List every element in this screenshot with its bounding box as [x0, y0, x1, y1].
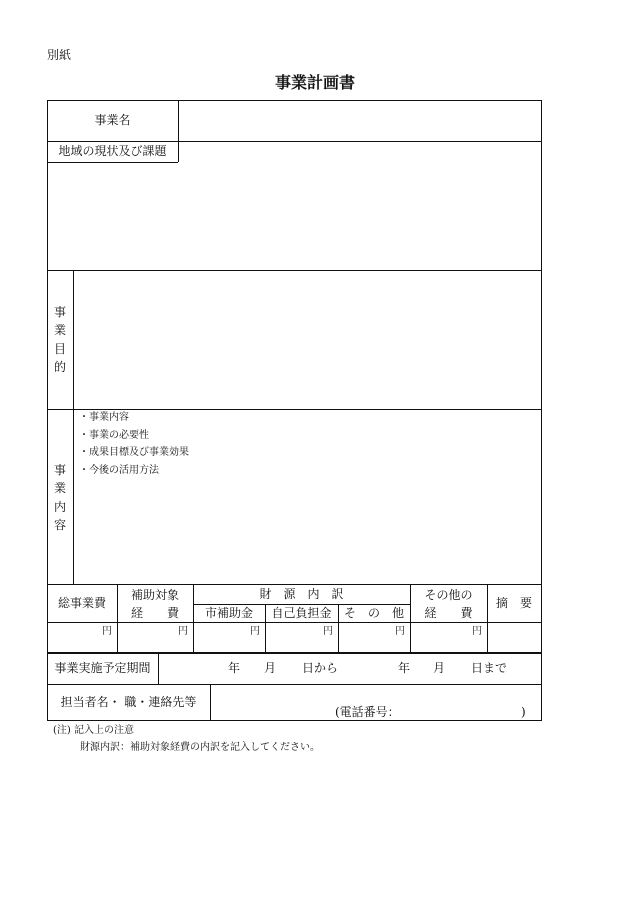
- city-subsidy-header: 市補助金: [204, 606, 253, 620]
- other-funding-header: そ の 他: [343, 606, 404, 620]
- content-label: 事業内容: [53, 463, 66, 532]
- other-funding-unit: 円: [395, 626, 405, 637]
- list-item: ・事業の必要性: [79, 429, 149, 441]
- project-name-label: 事業名: [94, 113, 131, 127]
- regional-status-label: 地域の現状及び課題: [58, 144, 167, 158]
- page-title: 事業計画書: [274, 73, 355, 92]
- total-cost-header: 総事業費: [57, 596, 106, 610]
- funding-breakdown-header: 財 源 内 訳: [259, 587, 344, 601]
- subsidized-cost-header-line1: 補助対象: [130, 588, 179, 602]
- period-end-month: 月: [433, 661, 446, 675]
- subsidized-cost-unit: 円: [178, 626, 188, 637]
- regional-status-field: [48, 163, 540, 269]
- self-funded-unit: 円: [323, 626, 333, 637]
- period-end-day: 日まで: [471, 661, 508, 675]
- remarks-header: 摘 要: [495, 596, 532, 610]
- attachment-label: 別紙: [47, 48, 72, 62]
- content-label-wrap: [47, 461, 73, 534]
- period-start-day: 日から: [302, 661, 339, 675]
- purpose-field: [74, 271, 540, 408]
- contact-label: 担当者名・ 職・連絡先等: [60, 695, 197, 709]
- list-item: ・成果目標及び事業効果: [79, 447, 189, 459]
- period-start-month: 月: [264, 661, 277, 675]
- purpose-label: 事業目的: [53, 305, 66, 374]
- other-expense-unit: 円: [472, 626, 482, 637]
- notes-line: 財源内訳：補助対象経費の内訳を記入してください。: [80, 742, 320, 753]
- city-subsidy-unit: 円: [250, 626, 260, 637]
- content-guidance-list: [79, 409, 189, 480]
- grid-line: [210, 684, 211, 720]
- phone-open-label: (電話番号：: [335, 705, 400, 719]
- list-item: ・事業内容: [79, 412, 129, 423]
- self-funded-header: 自己負担金: [271, 606, 332, 620]
- list-item: ・今後の活用方法: [79, 465, 159, 477]
- other-expense-header-line1: その他の: [424, 588, 473, 602]
- period-label: 事業実施予定期間: [54, 661, 151, 675]
- grid-line: [158, 652, 159, 684]
- notes-heading: (注) 記入上の注意: [53, 725, 134, 736]
- purpose-label-wrap: [47, 303, 73, 376]
- period-start-year: 年: [228, 661, 241, 675]
- total-cost-unit: 円: [102, 626, 112, 637]
- project-name-field: [179, 101, 540, 140]
- subsidized-cost-header-line2: 経 費: [130, 606, 179, 620]
- phone-close-label: ): [521, 705, 526, 719]
- other-expense-header-line2: 経 費: [424, 606, 473, 620]
- period-end-year: 年: [398, 661, 411, 675]
